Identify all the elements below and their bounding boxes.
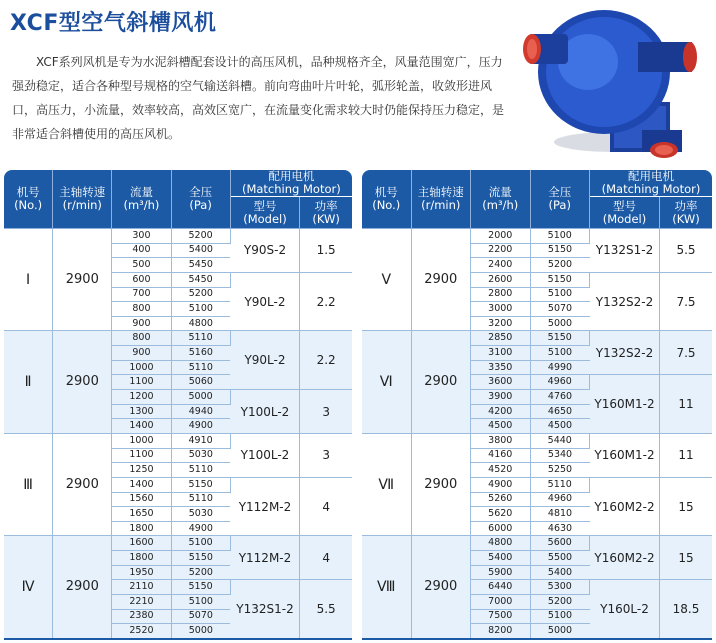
flow-value: 7000 — [471, 595, 531, 610]
pressure-value: 5200 — [530, 258, 590, 273]
pressure-value: 4760 — [530, 390, 590, 405]
pressure-value: 5070 — [530, 302, 590, 317]
pressure-value: 5200 — [530, 595, 590, 610]
pressure-value: 5100 — [530, 229, 590, 244]
product-description — [12, 50, 512, 146]
flow-value: 5400 — [471, 551, 531, 566]
motor-model: Y160M2-2 — [590, 536, 660, 580]
flow-value: 3100 — [471, 346, 531, 361]
flow-value: 400 — [112, 243, 171, 258]
motor-model: Y100L-2 — [230, 390, 300, 434]
pressure-value: 5150 — [530, 243, 590, 258]
header-pressure-label: 全压 — [189, 185, 213, 199]
flow-value: 4200 — [471, 404, 531, 419]
motor-power: 2.2 — [300, 272, 352, 331]
table-row — [362, 536, 712, 551]
flow-value: 1250 — [112, 463, 171, 478]
flow-value: 2400 — [471, 258, 531, 273]
motor-model: Y112M-2 — [230, 536, 300, 580]
header-speed — [53, 170, 112, 229]
blue-centrifugal-fan-image — [518, 2, 714, 168]
pressure-value: 5200 — [171, 287, 230, 302]
pressure-value: 5100 — [171, 302, 230, 317]
flow-value: 2000 — [471, 229, 531, 244]
pressure-value: 5030 — [171, 507, 230, 522]
spindle-speed: 2900 — [53, 331, 112, 433]
flow-value: 2800 — [471, 287, 531, 302]
pressure-value: 5000 — [530, 316, 590, 331]
flow-value: 900 — [112, 316, 171, 331]
motor-power: 2.2 — [300, 331, 352, 390]
spindle-speed: 2900 — [411, 229, 471, 331]
table-header — [362, 170, 712, 229]
flow-value: 2110 — [112, 580, 171, 595]
flow-value: 4800 — [471, 536, 531, 551]
motor-model: Y132S1-2 — [590, 229, 660, 273]
spindle-speed: 2900 — [53, 536, 112, 639]
flow-value: 1400 — [112, 477, 171, 492]
flow-value: 4520 — [471, 463, 531, 478]
motor-power: 5.5 — [300, 580, 352, 639]
table-row — [4, 229, 352, 244]
machine-number: Ⅶ — [362, 433, 411, 535]
flow-value: 3350 — [471, 360, 531, 375]
header-motor — [230, 170, 352, 197]
pressure-value: 5110 — [171, 492, 230, 507]
pressure-value: 5100 — [171, 595, 230, 610]
flow-value: 7500 — [471, 609, 531, 624]
header-machine-no-label: 机号 — [374, 185, 398, 199]
motor-model: Y160L-2 — [590, 580, 660, 639]
pressure-value: 5450 — [171, 272, 230, 287]
table-body — [4, 229, 352, 640]
flow-value: 2380 — [112, 609, 171, 624]
header-flow-unit: (m³/h) — [123, 198, 160, 212]
header-motor-label: 配用电机 — [268, 169, 315, 183]
flow-value: 6000 — [471, 521, 531, 536]
flow-value: 300 — [112, 229, 171, 244]
flow-value: 2850 — [471, 331, 531, 346]
flow-value: 1000 — [112, 360, 171, 375]
flow-value: 1600 — [112, 536, 171, 551]
header-flow — [471, 170, 531, 229]
header-power-label: 功率 — [314, 198, 338, 213]
motor-power: 7.5 — [660, 331, 713, 375]
pressure-value: 5600 — [530, 536, 590, 551]
motor-power: 18.5 — [660, 580, 713, 639]
motor-model: Y90L-2 — [230, 331, 300, 390]
pressure-value: 5100 — [530, 609, 590, 624]
pressure-value: 5150 — [171, 477, 230, 492]
header-row — [4, 170, 352, 197]
motor-power: 5.5 — [660, 229, 713, 273]
header-model — [590, 197, 660, 229]
flow-value: 1000 — [112, 433, 171, 448]
flow-value: 2600 — [471, 272, 531, 287]
pressure-value: 4960 — [530, 492, 590, 507]
flow-value: 1300 — [112, 404, 171, 419]
pressure-value: 5110 — [171, 360, 230, 375]
header-flow-label: 流量 — [488, 185, 512, 199]
motor-power: 4 — [300, 477, 352, 536]
header-power — [660, 197, 713, 229]
motor-power: 15 — [660, 536, 713, 580]
header-flow-label: 流量 — [129, 185, 153, 199]
table-body — [362, 229, 712, 640]
motor-power: 4 — [300, 536, 352, 580]
fan-spec-table-right — [362, 170, 712, 640]
table-row — [362, 433, 712, 448]
page-title: XCF型空气斜槽风机 — [10, 11, 217, 36]
pressure-value: 5500 — [530, 551, 590, 566]
header-motor — [590, 170, 713, 197]
flow-value: 5900 — [471, 565, 531, 580]
pressure-value: 4940 — [171, 404, 230, 419]
flow-value: 8200 — [471, 624, 531, 639]
pressure-value: 5450 — [171, 258, 230, 273]
motor-model: Y160M2-2 — [590, 477, 660, 536]
table-row — [362, 229, 712, 244]
header-power — [300, 197, 352, 229]
pressure-value: 5400 — [171, 243, 230, 258]
flow-value: 1950 — [112, 565, 171, 580]
spindle-speed: 2900 — [411, 331, 471, 433]
pressure-value: 4650 — [530, 404, 590, 419]
flow-value: 1800 — [112, 521, 171, 536]
motor-model: Y160M1-2 — [590, 375, 660, 434]
header-power-unit: (KW) — [672, 211, 700, 226]
pressure-value: 4630 — [530, 521, 590, 536]
table-row — [4, 536, 352, 551]
header-pressure — [530, 170, 590, 229]
flow-value: 3200 — [471, 316, 531, 331]
motor-model: Y132S1-2 — [230, 580, 300, 639]
flow-value: 800 — [112, 302, 171, 317]
fan-spec-table-left — [4, 170, 352, 640]
header-flow — [112, 170, 171, 229]
pressure-value: 5200 — [171, 229, 230, 244]
flow-value: 900 — [112, 346, 171, 361]
flow-value: 6440 — [471, 580, 531, 595]
table-row — [4, 331, 352, 346]
spindle-speed: 2900 — [53, 229, 112, 331]
pressure-value: 5300 — [530, 580, 590, 595]
machine-number: Ⅰ — [4, 229, 53, 331]
flow-value: 1400 — [112, 419, 171, 434]
header-machine-no-unit: (No.) — [372, 198, 401, 212]
header-power-label: 功率 — [674, 198, 698, 213]
spindle-speed: 2900 — [53, 433, 112, 535]
flow-value: 1800 — [112, 551, 171, 566]
header-speed-unit: (r/min) — [62, 198, 102, 212]
motor-power: 7.5 — [660, 272, 713, 331]
pressure-value: 5150 — [530, 272, 590, 287]
header-motor-unit: (Matching Motor) — [241, 182, 341, 196]
header-model — [230, 197, 300, 229]
motor-model: Y132S2-2 — [590, 331, 660, 375]
pressure-value: 4990 — [530, 360, 590, 375]
table-header — [4, 170, 352, 229]
machine-number: Ⅲ — [4, 433, 53, 535]
machine-number: Ⅳ — [4, 536, 53, 639]
pressure-value: 5000 — [171, 624, 230, 639]
machine-number: Ⅴ — [362, 229, 411, 331]
flow-value: 1560 — [112, 492, 171, 507]
flow-value: 1100 — [112, 375, 171, 390]
header-machine-no-unit: (No.) — [14, 198, 43, 212]
header-pressure-unit: (Pa) — [548, 198, 571, 212]
header-flow-unit: (m³/h) — [482, 198, 519, 212]
pressure-value: 5200 — [171, 565, 230, 580]
flow-value: 600 — [112, 272, 171, 287]
pressure-value: 5100 — [530, 287, 590, 302]
pressure-value: 5400 — [530, 565, 590, 580]
header-speed-label: 主轴转速 — [417, 185, 464, 199]
flow-value: 3600 — [471, 375, 531, 390]
motor-power: 3 — [300, 390, 352, 434]
pressure-value: 5150 — [171, 551, 230, 566]
header-machine-no-label: 机号 — [16, 185, 40, 199]
spindle-speed: 2900 — [411, 536, 471, 639]
header-model-unit: (Model) — [602, 211, 647, 226]
motor-model: Y112M-2 — [230, 477, 300, 536]
flow-value: 2200 — [471, 243, 531, 258]
flow-value: 3900 — [471, 390, 531, 405]
flow-value: 500 — [112, 258, 171, 273]
pressure-value: 5150 — [530, 331, 590, 346]
pressure-value: 4500 — [530, 419, 590, 434]
pressure-value: 5160 — [171, 346, 230, 361]
motor-power: 11 — [660, 433, 713, 477]
header-model-label: 型号 — [613, 198, 636, 213]
header-model-label: 型号 — [253, 198, 277, 213]
flow-value: 700 — [112, 287, 171, 302]
header-power-unit: (KW) — [312, 211, 340, 226]
header-model-unit: (Model) — [243, 211, 287, 226]
pressure-value: 5100 — [530, 346, 590, 361]
pressure-value: 5100 — [171, 536, 230, 551]
description-text: XCF系列风机是专为水泥斜槽配套设计的高压风机，品种规格齐全，风量范围宽广，压力强劲稳定，适合各种型号规格的空气输送斜槽。前向弯曲叶片叶轮，弧形轮盖，收敛形进风口，高压力，小流量，效率较高，高效区宽广，在流量变化需求较大时仍能保持压力稳定，是非常适合斜槽使用的高压风机。 — [12, 55, 505, 141]
pressure-value: 5110 — [171, 463, 230, 478]
flow-value: 4160 — [471, 448, 531, 463]
pressure-value: 4800 — [171, 316, 230, 331]
flow-value: 2210 — [112, 595, 171, 610]
pressure-value: 4960 — [530, 375, 590, 390]
flow-value: 4900 — [471, 477, 531, 492]
pressure-value: 5070 — [171, 609, 230, 624]
pressure-value: 5150 — [171, 580, 230, 595]
pressure-value: 5340 — [530, 448, 590, 463]
flow-value: 1200 — [112, 390, 171, 405]
pressure-value: 4900 — [171, 419, 230, 434]
machine-number: Ⅱ — [4, 331, 53, 433]
header-pressure — [171, 170, 230, 229]
motor-power: 3 — [300, 433, 352, 477]
header-speed-label: 主轴转速 — [59, 185, 106, 199]
header-motor-label: 配用电机 — [628, 169, 674, 183]
pressure-value: 5000 — [530, 624, 590, 639]
table-row — [4, 433, 352, 448]
flow-value: 2520 — [112, 624, 171, 639]
header-pressure-unit: (Pa) — [189, 198, 212, 212]
flow-value: 1100 — [112, 448, 171, 463]
motor-model: Y160M1-2 — [590, 433, 660, 477]
spindle-speed: 2900 — [411, 433, 471, 535]
flow-value: 3000 — [471, 302, 531, 317]
flow-value: 1650 — [112, 507, 171, 522]
machine-number: Ⅵ — [362, 331, 411, 433]
pressure-value: 4810 — [530, 507, 590, 522]
pressure-value: 5440 — [530, 433, 590, 448]
flow-value: 4500 — [471, 419, 531, 434]
pressure-value: 5030 — [171, 448, 230, 463]
pressure-value: 5110 — [530, 477, 590, 492]
pressure-value: 5000 — [171, 390, 230, 405]
pressure-value: 4910 — [171, 433, 230, 448]
flow-value: 800 — [112, 331, 171, 346]
motor-model: Y100L-2 — [230, 433, 300, 477]
header-motor-unit: (Matching Motor) — [601, 182, 701, 196]
header-machine-no — [4, 170, 53, 229]
motor-model: Y90S-2 — [230, 229, 300, 273]
motor-model: Y132S2-2 — [590, 272, 660, 331]
motor-power: 15 — [660, 477, 713, 536]
flow-value: 3800 — [471, 433, 531, 448]
motor-model: Y90L-2 — [230, 272, 300, 331]
header-speed — [411, 170, 471, 229]
header-row — [362, 170, 712, 197]
flow-value: 5620 — [471, 507, 531, 522]
machine-number: Ⅷ — [362, 536, 411, 639]
table-row — [362, 331, 712, 346]
pressure-value: 4900 — [171, 521, 230, 536]
motor-power: 11 — [660, 375, 713, 434]
pressure-value: 5060 — [171, 375, 230, 390]
header-speed-unit: (r/min) — [421, 198, 461, 212]
motor-power: 1.5 — [300, 229, 352, 273]
pressure-value: 5110 — [171, 331, 230, 346]
flow-value: 5260 — [471, 492, 531, 507]
pressure-value: 5250 — [530, 463, 590, 478]
header-pressure-label: 全压 — [548, 185, 572, 199]
header-machine-no — [362, 170, 411, 229]
